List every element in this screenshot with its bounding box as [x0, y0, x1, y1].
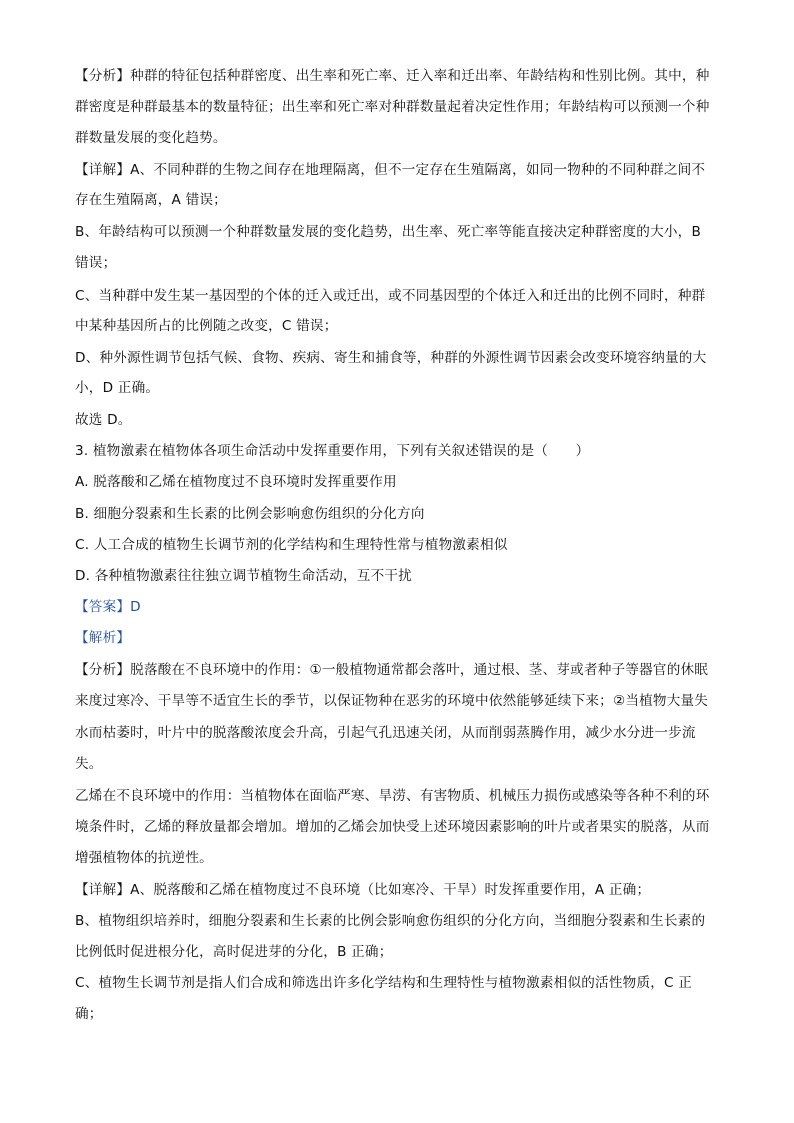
- analysis-line-3: 群数量发展的变化趋势。: [75, 130, 227, 146]
- ethylene-line-2: 境条件时，乙烯的释放量都会增加。增加的乙烯会加快受上述环境因素影响的叶片或者果实的脱落，从而: [75, 819, 710, 835]
- analysis-line-1: 【分析】种群的特征包括种群密度、出生率和死亡率、迁入率和迁出率、年龄结构和性别比例。其中，种: [75, 68, 710, 84]
- detail-line-1: 【详解】A、不同种群的生物之间存在地理隔离，但不一定存在生殖隔离，如同一物种的不同种群之间不: [75, 162, 706, 178]
- explanation-line-3: 水而枯萎时，叶片中的脱落酸浓度会升高，引起气孔迅速关闭，从而削弱蒸腾作用，减少水分进一步流: [75, 725, 696, 741]
- analysis-line-2: 群密度是种群最基本的数量特征；出生率和死亡率对种群数量起着决定性作用；年龄结构可以预测一个种: [75, 99, 710, 115]
- detail2-line-2: B、植物组织培养时，细胞分裂素和生长素的比例会影响愈伤组织的分化方向，当细胞分裂素和生长素的: [75, 913, 706, 929]
- explanation-line-4: 失。: [75, 756, 103, 772]
- option-a: A. 脱落酸和乙烯在植物度过不良环境时发挥重要作用: [75, 474, 397, 490]
- detail-line-2: 存在生殖隔离，A 错误；: [75, 192, 227, 208]
- question-stem: 3. 植物激素在植物体各项生命活动中发挥重要作用，下列有关叙述错误的是（ ）: [75, 443, 590, 459]
- explanation-line-1: 【分析】脱落酸在不良环境中的作用：①一般植物通常都会落叶，通过根、茎、芽或者种子等器官的休眠: [75, 662, 709, 678]
- answer-line: 【答案】D: [75, 599, 141, 615]
- detail2-line-1: 【详解】A、脱落酸和乙烯在植物度过不良环境（比如寒冷、干旱）时发挥重要作用，A 正确；: [75, 882, 651, 898]
- option-d: D. 各种植物激素往往独立调节植物生命活动，互不干扰: [75, 568, 412, 584]
- explanation-heading: 【解析】: [75, 630, 131, 646]
- option-b: B. 细胞分裂素和生长素的比例会影响愈伤组织的分化方向: [75, 506, 425, 522]
- explanation-line-2: 来度过寒冷、干旱等不适宜生长的季节，以保证物种在恶劣的环境中依然能够延续下来；②当植物大量失: [75, 693, 709, 709]
- detail2-line-3: 比例低时促进根分化，高时促进芽的分化，B 正确；: [75, 944, 393, 960]
- detail-line-6: 中某种基因所占的比例随之改变，C 错误；: [75, 318, 338, 334]
- ethylene-line-1: 乙烯在不良环境中的作用：当植物体在面临严寒、旱涝、有害物质、机械压力损伤或感染等各种不利的环: [75, 788, 710, 804]
- detail-line-3: B、年龄结构可以预测一个种群数量发展的变化趋势，出生率、死亡率等能直接决定种群密度的大小，B: [75, 224, 701, 240]
- detail-line-4: 错误；: [75, 255, 117, 271]
- detail-line-8: 小，D 正确。: [75, 380, 160, 396]
- detail2-line-5: 确；: [75, 1006, 103, 1022]
- ethylene-line-3: 增强植物体的抗逆性。: [75, 850, 213, 866]
- conclusion-line: 故选 D。: [75, 412, 132, 428]
- detail2-line-4: C、植物生长调节剂是指人们合成和筛选出许多化学结构和生理特性与植物激素相似的活性物质，C 正: [75, 975, 693, 991]
- detail-line-7: D、种外源性调节包括气候、食物、疾病、寄生和捕食等，种群的外源性调节因素会改变环境容纳量的大: [75, 350, 707, 366]
- option-c: C. 人工合成的植物生长调节剂的化学结构和生理特性常与植物激素相似: [75, 537, 508, 553]
- detail-line-5: C、当种群中发生某一基因型的个体的迁入或迁出，或不同基因型的个体迁入和迁出的比例不同时，种群: [75, 288, 706, 304]
